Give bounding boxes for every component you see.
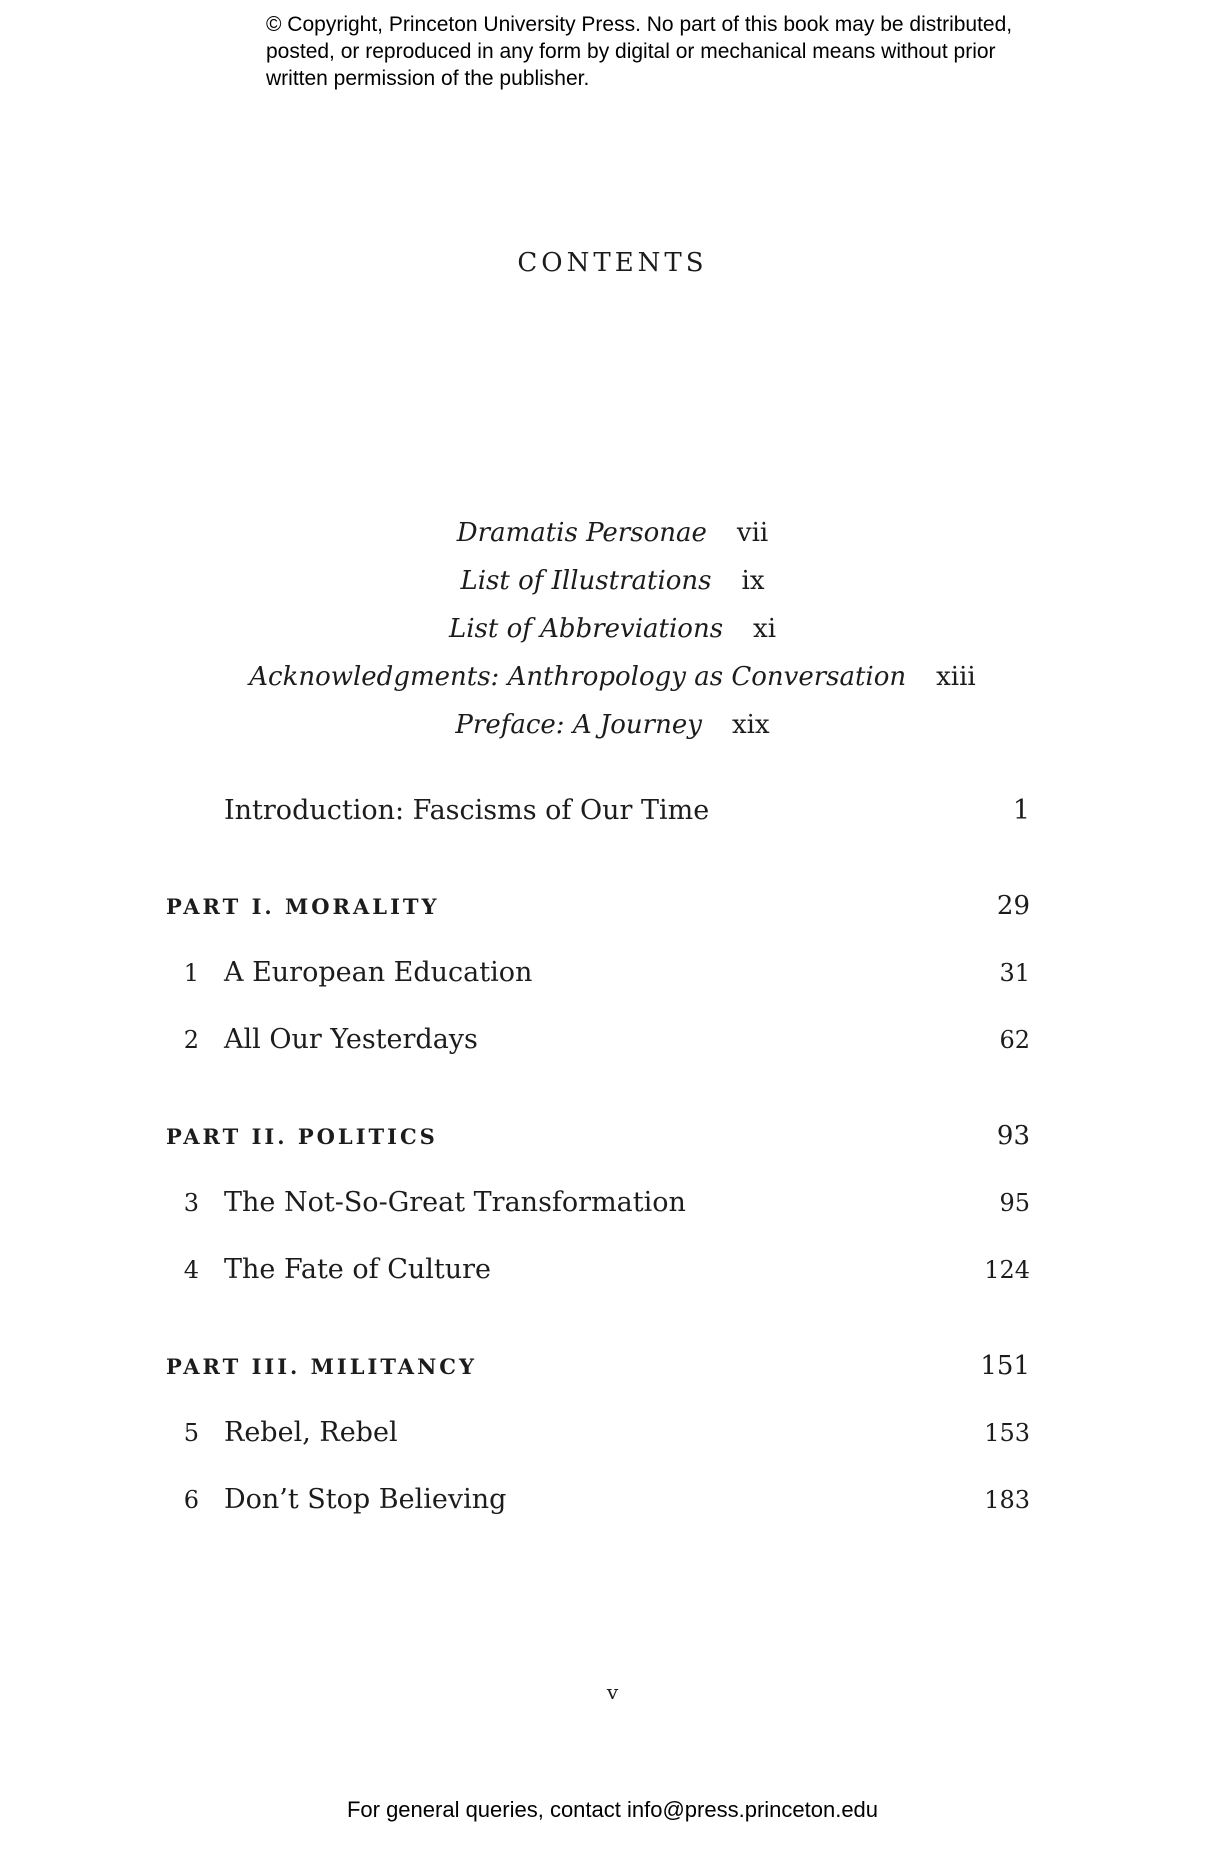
part-label: PART III. MILITANCY (166, 1354, 477, 1379)
part-heading (166, 1121, 1030, 1157)
contents-heading: CONTENTS (517, 248, 708, 278)
front-matter-page: xiii (936, 662, 976, 692)
chapter-title: Rebel, Rebel (224, 1417, 398, 1448)
chapter-title: All Our Yesterdays (224, 1024, 478, 1055)
chapter-number: 5 (183, 1419, 199, 1447)
front-matter-page: ix (741, 566, 765, 596)
introduction-page: 1 (1012, 795, 1030, 826)
front-matter-entry (0, 518, 1225, 558)
front-matter-page: xi (753, 614, 777, 644)
part-label: PART II. POLITICS (166, 1124, 438, 1149)
chapter-page: 124 (984, 1256, 1030, 1284)
part-heading (166, 1351, 1030, 1387)
chapter-entry (166, 1024, 1030, 1064)
chapter-entry (166, 1417, 1030, 1457)
chapter-page: 95 (999, 1189, 1030, 1217)
chapter-title: The Not-So-Great Transformation (224, 1187, 686, 1218)
front-matter-entry (0, 614, 1225, 654)
front-matter-title: List of Abbreviations (448, 614, 724, 644)
chapter-page: 183 (984, 1486, 1030, 1514)
front-matter-page: xix (731, 710, 770, 740)
chapter-page: 153 (984, 1419, 1030, 1447)
chapter-title: The Fate of Culture (224, 1254, 492, 1285)
front-matter-title: List of Illustrations (460, 566, 712, 596)
chapter-entry (166, 1484, 1030, 1524)
chapter-number: 3 (183, 1189, 199, 1217)
part-label: PART I. MORALITY (166, 894, 440, 919)
chapter-number: 6 (183, 1486, 199, 1514)
chapter-number: 4 (183, 1256, 199, 1284)
part-page: 93 (996, 1121, 1030, 1151)
front-matter-entry (0, 662, 1225, 702)
chapter-page: 62 (999, 1026, 1030, 1054)
front-matter-entry (0, 566, 1225, 606)
chapter-number: 2 (183, 1026, 199, 1054)
introduction-entry (224, 795, 1030, 835)
front-matter-page: vii (736, 518, 769, 548)
front-matter-title: Preface: A Journey (455, 710, 702, 740)
front-matter-entry (0, 710, 1225, 750)
introduction-title: Introduction: Fascisms of Our Time (224, 795, 710, 826)
chapter-page: 31 (999, 959, 1030, 987)
front-matter-title: Acknowledgments: Anthropology as Conversation (249, 662, 907, 692)
chapter-title: Don’t Stop Believing (224, 1484, 507, 1515)
chapter-number: 1 (183, 959, 199, 987)
chapter-entry (166, 1254, 1030, 1294)
footer-contact: For general queries, contact info@press.princeton.edu (346, 1797, 879, 1822)
page-folio: v (606, 1680, 619, 1704)
chapter-title: A European Education (224, 957, 533, 988)
front-matter-title: Dramatis Personae (456, 518, 707, 548)
part-heading (166, 891, 1030, 927)
chapter-entry (166, 1187, 1030, 1227)
copyright-notice: © Copyright, Princeton University Press. No part of this book may be distributed, posted, or reproduced in any form by digital or mechanical means without prior written permission of the publisher. (266, 13, 1013, 90)
part-page: 151 (980, 1351, 1030, 1381)
chapter-entry (166, 957, 1030, 997)
part-page: 29 (996, 891, 1030, 921)
